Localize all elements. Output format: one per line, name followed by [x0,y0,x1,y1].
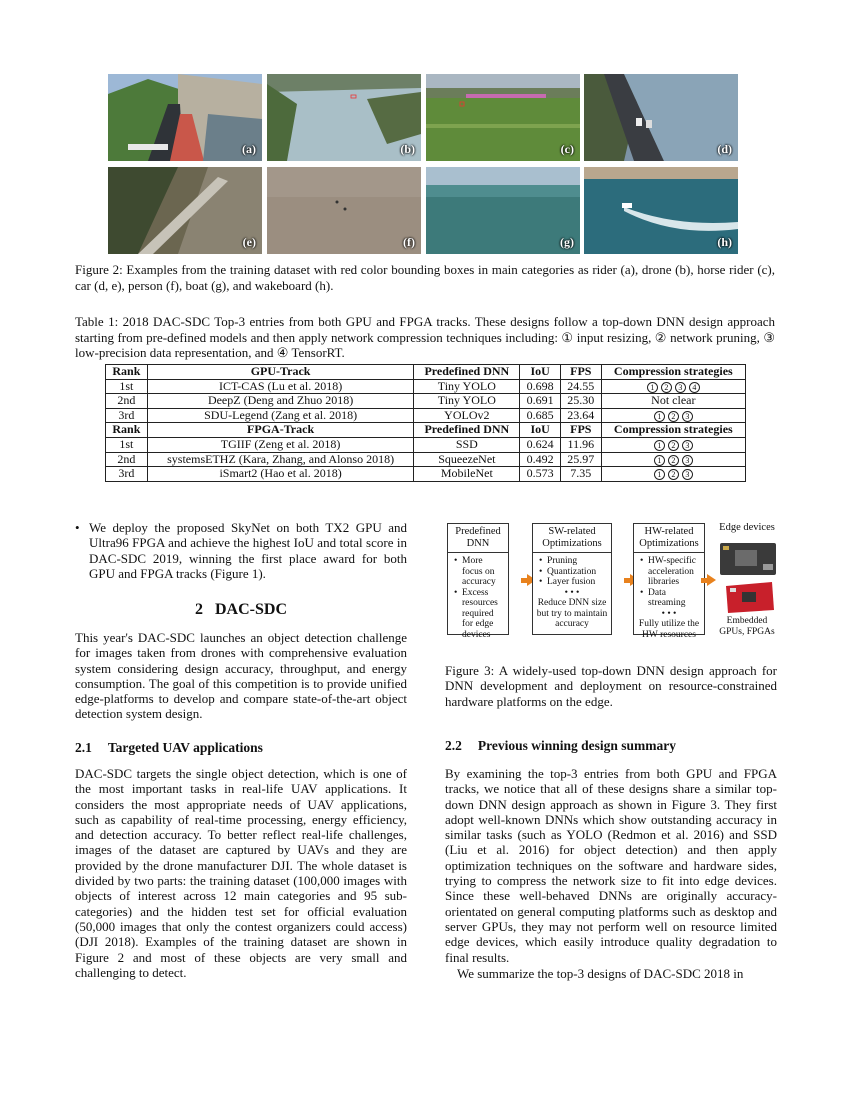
example-image-person [267,167,421,254]
table-cell [601,467,745,482]
subsection-number: 2.2 [445,738,462,753]
table-cell: 25.30 [560,394,601,409]
circled-number-icon: 3 [682,469,693,480]
box-list [634,553,704,609]
circled-number-icon: 1 [654,411,665,422]
sw-optimizations-box [532,523,612,635]
section-2-paragraph: This year's DAC-SDC launches an object detection challenge for images taken from drones with comprehensive evaluation system considering design accuracy, throughput, and energy consumption. The goal of this competition is to provide unified edge-platforms to develop and compare state-of-the-art object detection system design. [75,630,407,722]
section-title: DAC-SDC [215,601,287,618]
column-header: FPS [560,423,601,438]
table-cell [601,452,745,467]
table-cell [601,437,745,452]
table-row [106,452,746,467]
box-note: Fully utilize the HW resources [638,619,700,640]
table-row [106,394,746,409]
column-header: Compression strategies [601,423,745,438]
predefined-dnn-box [447,523,509,640]
section-2-1-paragraph: DAC-SDC targets the single object detection, which is one of the most important tasks in real-life UAV applications. It considers the most appropriate needs of UAV applications, such as capability of real-time processing, energy efficiency, and detection accuracy. To better reflect real-life challenges, images of the dataset are captured by UAVs and they are provided by the drone manufacturer DJI. The whole dataset is divided by two parts: the training dataset (100,000 images with objects of interest across 12 main categories and 95 sub-categories) and the hidden test set for official evaluation (50,000 images that only the contest organizers could access) (DJI 2018). Examples of the training dataset are shown in Figure 2 and most of these objects are very small and challenging to detect. [75,766,407,980]
table-header-row [106,365,746,380]
circled-number-icon: 2 [661,382,672,393]
panel-label: (c) [560,142,574,156]
example-image-boat [426,167,580,254]
circled-number-icon: 3 [675,382,686,393]
figure-3-diagram [445,520,780,650]
table-cell: 0.685 [520,408,561,423]
table-1-caption: Table 1: 2018 DAC-SDC Top-3 entries from both GPU and FPGA tracks. These designs follow a top-down DNN design approach starting from pre-defined models and then apply network compression techniques including: ① input resizing, ② network pruning, ③ low-precision data representation, and ④ TensorRT. [75,314,775,360]
table-cell: YOLOv2 [414,408,520,423]
sand-scene-image [267,167,421,254]
table-cell: 0.492 [520,452,561,467]
box-title: HW-related Optimizations [634,524,704,553]
ellipsis-dots: • • • [564,587,580,598]
column-header: FPS [560,365,601,380]
lake-scene-image [267,74,421,161]
list-item: • More focus on accuracy [454,556,505,588]
panel-label: (d) [717,142,732,156]
circled-number-icon: 2 [668,469,679,480]
example-image-horse-rider [426,74,580,161]
table-cell: 1st [106,437,148,452]
table-cell: 1st [106,379,148,394]
column-header: Predefined DNN [414,365,520,380]
table-cell: systemsETHZ (Kara, Zhang, and Alonso 2018) [147,452,414,467]
road-scene-image [108,74,262,161]
panel-label: (b) [400,142,415,156]
table-cell: SDU-Legend (Zang et al. 2018) [147,408,414,423]
box-list [533,553,611,588]
table-cell: 7.35 [560,467,601,482]
ellipsis-dots: • • • [661,608,677,619]
box-note: Reduce DNN size but try to maintain accuracy [536,598,608,629]
table-row [106,408,746,423]
column-header: IoU [520,365,561,380]
table-cell: SSD [414,437,520,452]
table-row [106,437,746,452]
section-2-2-paragraph: By examining the top-3 entries from both GPU and FPGA tracks, we notice that all of these designs share a similar top-down DNN design approach as shown in Figure 3. They first adopt well-known DNNs which show outstanding accuracy in similar tasks (such as YOLO (Redmon et al. 2016) and SSD (Liu et al. 2016) for object detection) and then apply optimization techniques on the software and hardware sides, trying to compress the network size to fit into edge devices. Since these well-behaved DNNs are originally accuracy-orientated on general computing platforms such as desktop and server GPUs, they may not perform well on resource limited edge devices, which easily introduce quality degradation to final results. [445,766,777,965]
circled-number-icon: 1 [654,440,665,451]
subsection-title: Previous winning design summary [477,738,677,753]
list-item: • Quantization [539,567,608,578]
figure-3-caption: Figure 3: A widely-used top-down DNN design approach for DNN development and deployment on resource-constrained hardware platforms on the edge. [445,663,777,709]
column-header: GPU-Track [147,365,414,380]
table-cell: TGIIF (Zeng et al. 2018) [147,437,414,452]
table-cell: 3rd [106,467,148,482]
coast-road-image [584,74,738,161]
list-item: • HW-specific acceleration libraries [640,556,701,588]
section-2-2-paragraph-2: We summarize the top-3 designs of DAC-SDC 2018 in [457,966,744,981]
results-table-body [106,365,746,482]
circled-number-icon: 1 [654,469,665,480]
table-cell: 24.55 [560,379,601,394]
bullet-icon: • [75,520,80,535]
panel-label: (h) [717,235,732,249]
table-cell: 2nd [106,452,148,467]
table-cell: MobileNet [414,467,520,482]
list-item: • Excess resources required for edge devices [454,588,505,641]
subsection-heading-2-2 [445,738,676,754]
circled-number-icon: 3 [682,455,693,466]
table-cell: Tiny YOLO [414,379,520,394]
circled-number-icon: 3 [682,440,693,451]
table-cell: 23.64 [560,408,601,423]
sea-scene-image [426,167,580,254]
table-cell: DeepZ (Deng and Zhuo 2018) [147,394,414,409]
box-title: SW-related Optimizations [533,524,611,553]
example-image-rider [108,74,262,161]
subsection-number: 2.1 [75,740,92,755]
list-item: • Pruning [539,556,608,567]
section-heading [75,601,407,619]
circled-number-icon: 1 [647,382,658,393]
table-cell: 11.96 [560,437,601,452]
forest-road-image [108,167,262,254]
column-header: IoU [520,423,561,438]
field-scene-image [426,74,580,161]
wake-scene-image [584,167,738,254]
circled-number-icon: 1 [654,455,665,466]
table-cell: ICT-CAS (Lu et al. 2018) [147,379,414,394]
list-item: • Layer fusion [539,577,608,588]
subsection-heading-2-1 [75,740,263,756]
table-cell: 2nd [106,394,148,409]
circled-number-icon: 4 [689,382,700,393]
column-header: Predefined DNN [414,423,520,438]
panel-label: (e) [242,235,256,249]
panel-label: (g) [560,235,574,249]
table-cell: 0.698 [520,379,561,394]
table-cell: Tiny YOLO [414,394,520,409]
example-image-car-2 [108,167,262,254]
example-image-wakeboard [584,167,738,254]
panel-label: (a) [242,142,256,156]
circled-number-icon: 2 [668,455,679,466]
circled-number-icon: 2 [668,440,679,451]
list-item: • Data streaming [640,588,701,609]
table-cell: 3rd [106,408,148,423]
table-cell: 0.691 [520,394,561,409]
table-cell: SqueezeNet [414,452,520,467]
table-cell: Not clear [601,394,745,409]
example-image-drone [267,74,421,161]
column-header: FPGA-Track [147,423,414,438]
circled-number-icon: 3 [682,411,693,422]
example-image-car [584,74,738,161]
table-cell: 0.624 [520,437,561,452]
arrow-icon [707,574,716,586]
column-header: Rank [106,423,148,438]
edge-devices-note: Embedded GPUs, FPGAs [719,616,775,637]
bullet-text: We deploy the proposed SkyNet on both TX2 GPU and Ultra96 FPGA and achieve the highest IoU and total score in DAC-SDC 2019, winning the first place award for both GPU and FPGA tracks (Figure 1). [89,520,407,581]
circled-number-icon: 2 [668,411,679,422]
gpu-board-icon [719,542,777,576]
subsection-title: Targeted UAV applications [107,740,263,755]
figure-2-grid [108,74,738,254]
box-list [448,553,508,640]
results-table [105,364,746,482]
box-title: Predefined DNN [448,524,508,553]
panel-label: (f) [403,235,415,249]
fpga-board-icon [722,580,776,614]
table-header-row [106,423,746,438]
table-row [106,379,746,394]
table-cell: iSmart2 (Hao et al. 2018) [147,467,414,482]
column-header: Compression strategies [601,365,745,380]
section-number: 2 [195,601,203,618]
table-cell: 0.573 [520,467,561,482]
table-cell [601,408,745,423]
table-cell [601,379,745,394]
column-header: Rank [106,365,148,380]
edge-devices-title: Edge devices [719,522,775,533]
contribution-bullet [75,520,407,581]
table-cell: 25.97 [560,452,601,467]
table-row [106,467,746,482]
figure-2-caption: Figure 2: Examples from the training dataset with red color bounding boxes in main categories as rider (a), drone (b), horse rider (c), car (d, e), person (f), boat (g), and wakeboard (h). [75,262,775,293]
hw-optimizations-box [633,523,705,640]
